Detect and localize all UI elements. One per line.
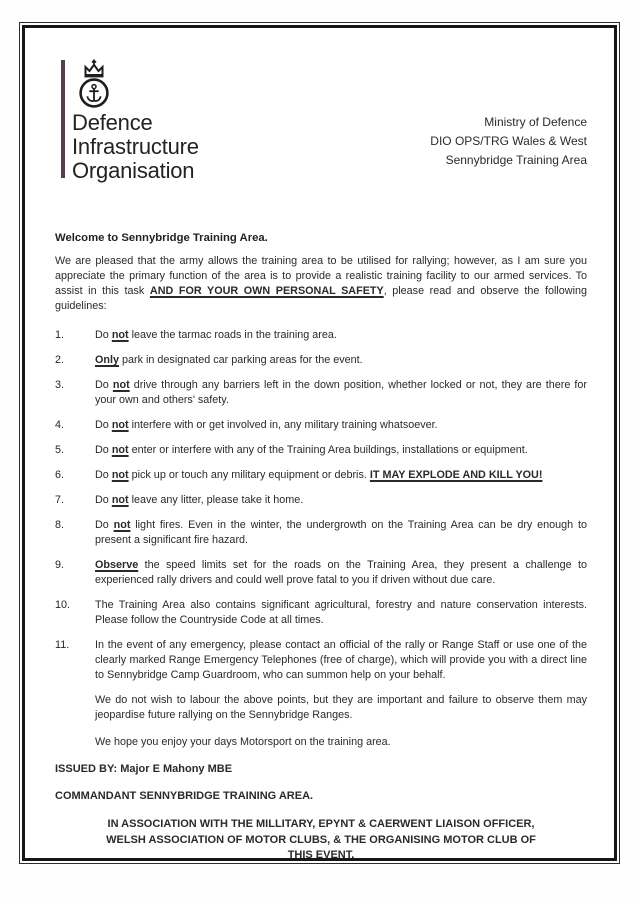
- text-segment: The Training Area also contains significant agricultural, forestry and nature conservation interests. Please follow the Countryside Code at all times.: [95, 599, 587, 626]
- text-segment: interfere with or get involved in, any military training whatsoever.: [128, 419, 438, 431]
- guideline-item: [55, 638, 587, 683]
- text-segment: drive through any barriers left in the down position, whether locked or not, they are there for your own and others' safety.: [95, 379, 587, 406]
- emphasis-text: Only: [95, 354, 119, 366]
- text-segment: leave any litter, please take it home.: [128, 494, 304, 506]
- letterhead-address: [430, 113, 587, 186]
- guideline-text: [95, 443, 587, 458]
- text-segment: Do: [95, 329, 112, 341]
- guideline-text: [95, 558, 587, 588]
- letterhead: [55, 58, 587, 186]
- guideline-text: [95, 493, 587, 508]
- text-segment: Do: [95, 469, 112, 481]
- guidelines-list: [55, 328, 587, 683]
- emphasis-text: not: [111, 419, 129, 431]
- guideline-number: 2.: [55, 354, 65, 366]
- guideline-item: [55, 598, 587, 628]
- text-segment: , please read and observe the following guidelines:: [55, 285, 587, 312]
- text-segment: Do: [95, 519, 114, 531]
- emphasis-text: not: [111, 329, 129, 341]
- text-segment: light fires. Even in the winter, the undergrowth on the Training Area can be dry enough to present a significant fire hazard.: [95, 519, 588, 546]
- text-segment: the speed limits set for the roads on the Training Area, they present a challenge to experienced rally drivers and could well prove fatal to you if driven without due care.: [95, 559, 587, 586]
- guideline-text: [95, 353, 587, 368]
- emphasis-text: not: [111, 444, 129, 456]
- emphasis-text: AND FOR YOUR OWN PERSONAL SAFETY: [149, 285, 384, 297]
- text-segment: leave the tarmac roads in the training area.: [128, 329, 337, 341]
- closing-paragraphs: [95, 693, 587, 750]
- text-segment: In the event of any emergency, please contact an official of the rally or Range Staff or use one of the clearly marked Range Emergency Telephones (free of charge), which will provide you with a direct line to Sennybridge Camp Guardroom, who can summon help on your behalf.: [95, 639, 587, 681]
- logo-body: [72, 58, 199, 186]
- guideline-number: 9.: [55, 559, 65, 571]
- emphasis-text: not: [111, 469, 129, 481]
- guideline-item: [55, 468, 587, 483]
- guideline-text: [95, 598, 587, 628]
- org-name: [72, 111, 199, 183]
- logo-accent-bar: [61, 60, 65, 178]
- letterhead-line: Sennybridge Training Area: [445, 153, 587, 167]
- emphasis-text: not: [113, 519, 131, 531]
- issued-by-line: ISSUED BY: Major E Mahony MBE: [55, 763, 233, 775]
- guideline-number: 4.: [55, 419, 65, 431]
- text-segment: pick up or touch any military equipment or debris.: [128, 469, 370, 481]
- guideline-number: 7.: [55, 494, 65, 506]
- guideline-text: [95, 328, 587, 343]
- emphasis-text: not: [111, 494, 129, 506]
- text-segment: Do: [95, 444, 112, 456]
- text-segment: Do: [95, 494, 112, 506]
- guideline-number: 1.: [55, 329, 65, 341]
- guideline-number: 3.: [55, 379, 65, 391]
- guideline-item: [55, 518, 587, 548]
- letterhead-line: DIO OPS/TRG Wales & West: [430, 134, 587, 148]
- guideline-item: [55, 378, 587, 408]
- association-statement: IN ASSOCIATION WITH THE MILLITARY, EPYNT & CAERWENT LIAISON OFFICER, WELSH ASSOCIATION OF MOTOR CLUBS, & THE ORGANISING MOTOR CLUB OF THIS EVENT.: [106, 818, 536, 861]
- guideline-text: [95, 518, 587, 548]
- guideline-item: [55, 353, 587, 368]
- guideline-text: [95, 418, 587, 433]
- guideline-number: 10.: [55, 599, 71, 611]
- guideline-text: [95, 378, 587, 408]
- closing-paragraph: We hope you enjoy your days Motorsport on the training area.: [95, 736, 391, 748]
- guideline-item: [55, 443, 587, 458]
- guideline-item: [55, 328, 587, 343]
- text-segment: enter or interfere with any of the Training Area buildings, installations or equipment.: [128, 444, 528, 456]
- guideline-item: [55, 493, 587, 508]
- guideline-text: [95, 638, 587, 683]
- org-name-line: Infrastructure: [72, 134, 199, 159]
- text-segment: Do: [95, 379, 113, 391]
- guideline-number: 6.: [55, 469, 65, 481]
- org-name-line: Organisation: [72, 158, 195, 183]
- guideline-item: [55, 418, 587, 433]
- document-page-frame: [22, 25, 617, 861]
- intro-paragraph: [55, 254, 587, 314]
- guideline-number: 11.: [55, 639, 70, 651]
- emphasis-text: IT MAY EXPLODE AND KILL YOU!: [369, 469, 543, 481]
- dio-logo: [61, 58, 199, 186]
- text-segment: Do: [95, 419, 112, 431]
- org-name-line: Defence: [72, 110, 153, 135]
- text-segment: We are pleased that the army allows the training area to be utilised for rallying; however, as I am sure you appreciate the primary function of the area is to provide a realistic training facility to our armed services. To assist in this task: [55, 255, 587, 297]
- emphasis-text: Observe: [95, 559, 139, 571]
- text-segment: park in designated car parking areas for the event.: [119, 354, 363, 366]
- mod-crest-icon: [73, 58, 115, 110]
- letterhead-line: Ministry of Defence: [484, 115, 587, 129]
- emphasis-text: not: [112, 379, 130, 391]
- closing-paragraph: We do not wish to labour the above points, but they are important and failure to observe them may jeopardise future rallying on the Sennybridge Ranges.: [95, 694, 587, 721]
- commandant-line: COMMANDANT SENNYBRIDGE TRAINING AREA.: [55, 790, 314, 802]
- guideline-number: 8.: [55, 519, 65, 531]
- guideline-number: 5.: [55, 444, 65, 456]
- guideline-text: [95, 468, 587, 483]
- document-title: Welcome to Sennybridge Training Area.: [55, 232, 268, 244]
- guideline-item: [55, 558, 587, 588]
